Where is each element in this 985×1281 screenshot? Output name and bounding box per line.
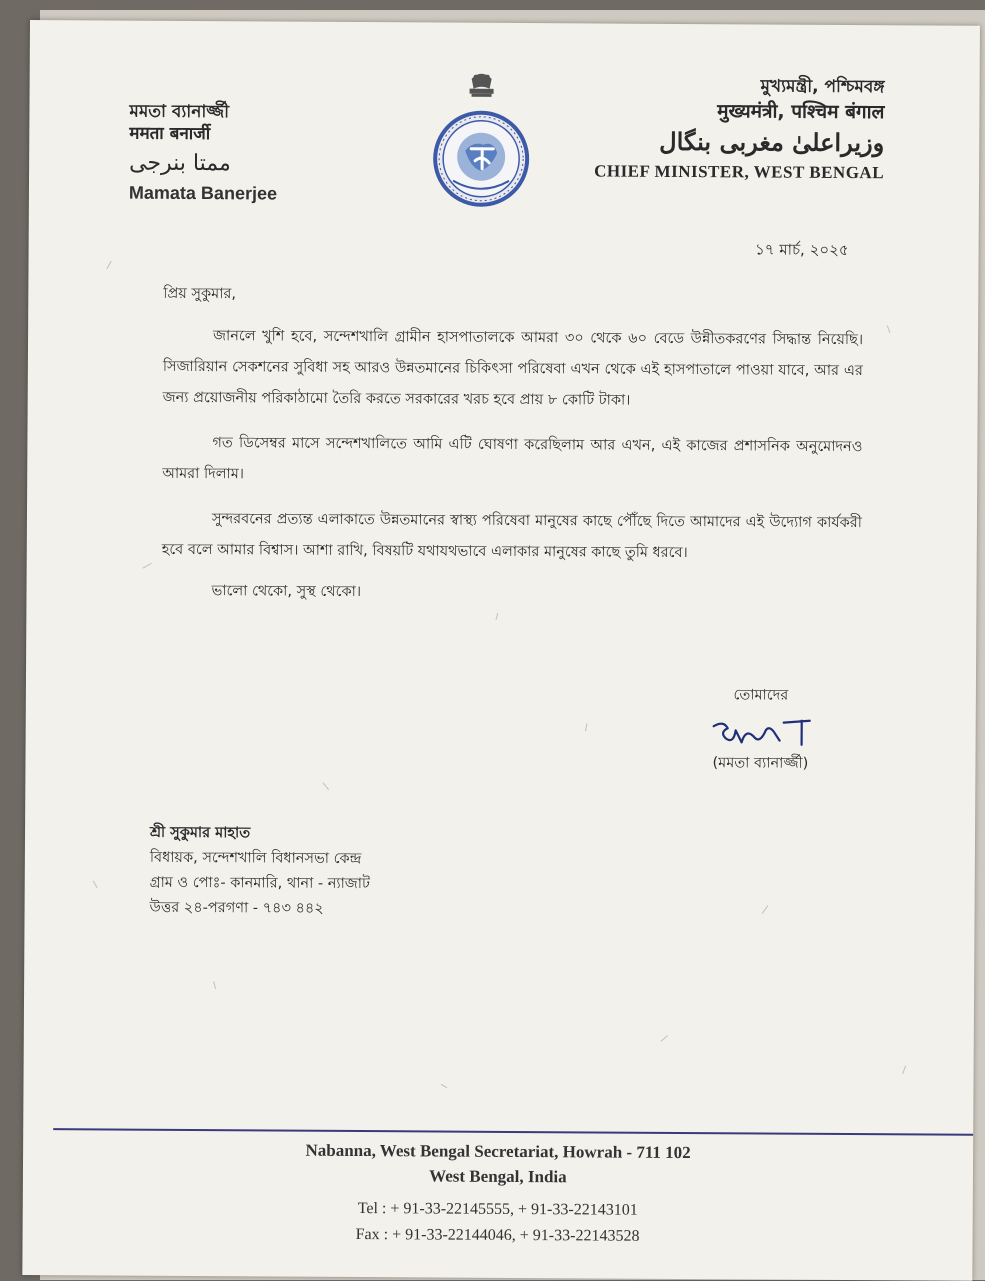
letter-body bbox=[161, 283, 863, 608]
name-hindi: ममता बनार्जी bbox=[129, 123, 211, 145]
footer-address-line-2: West Bengal, India bbox=[429, 1166, 567, 1187]
recipient-line-2: গ্রাম ও পোঃ- কানমারি, থানা - ন্যাজাট bbox=[149, 874, 370, 893]
letter-date: ১৭ মার্চ, ২০২৫ bbox=[754, 240, 849, 260]
signer-name: (মমতা ব্যানার্জ্জী) bbox=[712, 755, 809, 772]
recipient-line-1: বিধায়ক, সন্দেশখালি বিধানসভা কেন্দ্র bbox=[149, 849, 362, 868]
title-hindi: मुख्यमंत्री, पश्चिम बंगाल bbox=[717, 100, 885, 124]
recipient-address bbox=[149, 821, 370, 922]
footer-divider bbox=[53, 1128, 973, 1136]
footer-telephone: Tel : + 91-33-22145555, + 91-33-22143101 bbox=[357, 1200, 638, 1219]
paragraph-3: সুন্দরবনের প্রত্যন্ত এলাকাতে উন্নতমানের স্বাস্থ্য পরিষেবা মানুষের কাছে পৌঁছে দিতে আমাদের এই উদ্যোগ কার্যকরী হবে বলে আমার বিশ্বাস। আশা রাখি, বিষয়টি যথাযথভাবে এলাকার মানুষের কাছে তুমি ধরবে। bbox=[161, 511, 862, 562]
paragraph-1: জানলে খুশি হবে, সন্দেশখালি গ্রামীন হাসপাতালকে আমরা ৩০ থেকে ৬০ বেডে উন্নীতকরণের সিদ্ধান্ত নিয়েছি। সিজারিয়ান সেকশনের সুবিধা সহ আরও উন্নতমানের চিকিৎসা পরিষেবা এখন থেকে এই হাসপাতালে পাওয়া যাবে, আর এর জন্য প্রয়োজনীয় পরিকাঠামো তৈরি করতে সরকারের খরচ হবে প্রায় ৮ কোটি টাকা। bbox=[162, 328, 864, 409]
yours-line: তোমাদের bbox=[733, 687, 789, 704]
name-urdu: ممتا بنرجی bbox=[129, 150, 231, 177]
name-english: Mamata Banerjee bbox=[128, 182, 278, 204]
letterhead-right bbox=[594, 73, 885, 185]
recipient-line-3: উত্তর ২৪-পরগণা - ৭৪৩ ৪৪২ bbox=[149, 899, 324, 917]
footer-address-line-1: Nabanna, West Bengal Secretariat, Howrah - 711 102 bbox=[305, 1140, 691, 1163]
west-bengal-government-emblem-icon bbox=[431, 70, 532, 211]
letterhead-left bbox=[129, 101, 278, 205]
recipient-name: শ্রী সুকুমার মাহাত bbox=[149, 824, 251, 842]
letter-page bbox=[22, 20, 980, 1281]
letterhead-footer bbox=[23, 1136, 974, 1252]
title-bengali: মুখ্যমন্ত্রী, পশ্চিমবঙ্গ bbox=[760, 76, 885, 98]
title-urdu: وزیراعلیٰ مغربی بنگال bbox=[659, 126, 885, 158]
salutation: প্রিয় সুকুমার, bbox=[163, 285, 237, 303]
title-english: CHIEF MINISTER, WEST BENGAL bbox=[594, 161, 885, 183]
paragraph-2: গত ডিসেম্বর মাসে সন্দেশখালিতে আমি এটি ঘোষণা করেছিলাম আর এখন, এই কাজের প্রশাসনিক অনুমোদনও আমরা দিলাম। bbox=[162, 435, 863, 483]
signature-icon bbox=[706, 716, 816, 751]
signoff-block bbox=[705, 684, 816, 777]
footer-fax: Fax : + 91-33-22144046, + 91-33-22143528 bbox=[355, 1226, 640, 1245]
name-bengali: মমতা ব্যানার্জ্জী bbox=[129, 101, 230, 123]
closing-line: ভালো থেকো, সুস্থ থেকো। bbox=[211, 583, 362, 601]
